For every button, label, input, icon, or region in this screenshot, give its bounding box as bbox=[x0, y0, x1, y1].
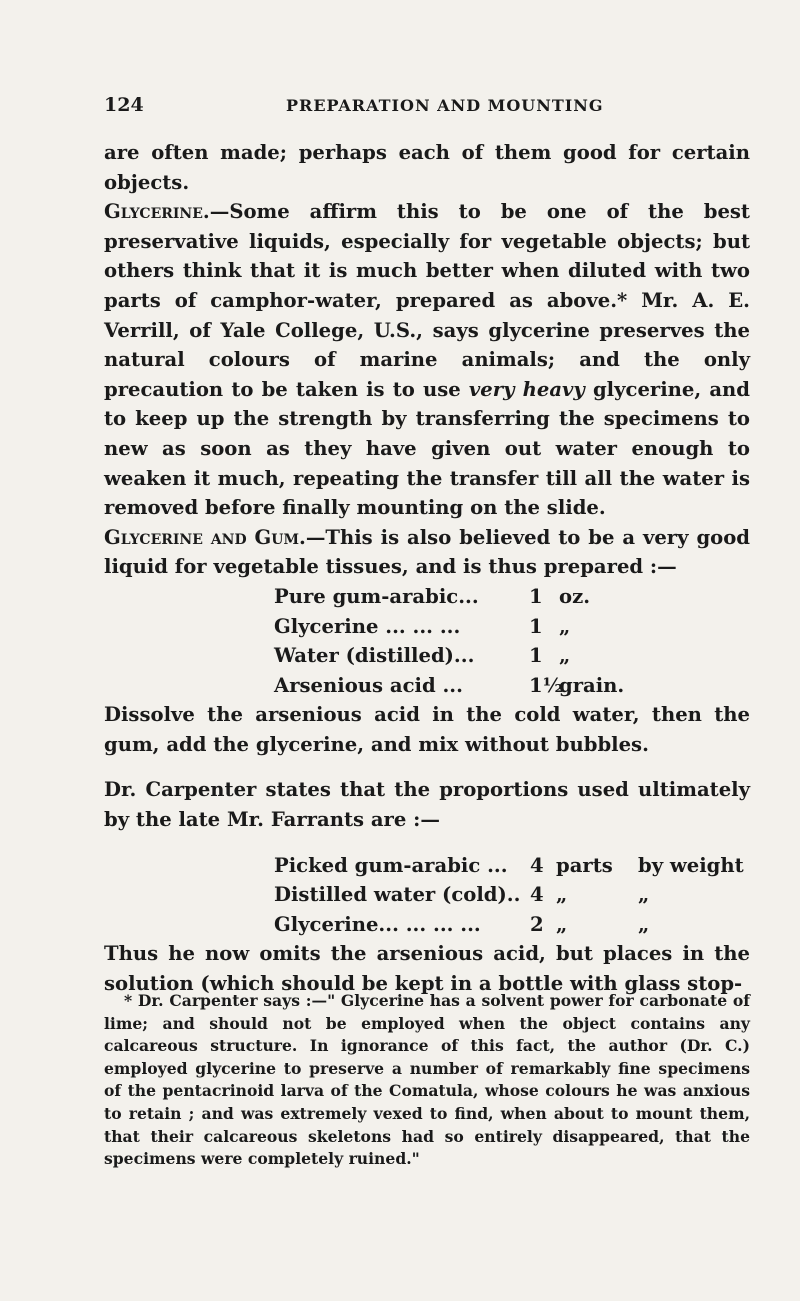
glycerine-text: —Some affirm this to be one of the best preservative liquids, especially for vegetable objects; but others think that it is much better when diluted with two parts of camphor-water, prepared as above.* Mr. A. E. Verrill, of Yale College, U.S., says glycerine preserves the natural colours of marine animals; and the only precaution to be taken is to use bbox=[104, 200, 750, 401]
spacer bbox=[104, 759, 750, 775]
measure: by weight bbox=[638, 853, 744, 877]
quantity: 1 bbox=[529, 584, 543, 608]
footnote-text: * Dr. Carpenter says :—" Glycerine has a solvent power for carbonate of lime; and should not be employed when the object contains any calcareous structure. In ignorance of this fact, the author (Dr. C.) employed glycerine to preserve a number of remarkably fine specimens of the pentacrinoid larva of the Comatula, whose colours he was anxious to retain ; and was extremely vexed to find, when about to mount them, that their calcareous skeletons had so entirely disappeared, that the specimens were completely ruined." bbox=[104, 991, 750, 1169]
quantity: 1 bbox=[529, 644, 543, 668]
ingredient: Glycerine ... ... ... bbox=[274, 614, 461, 638]
section-heading-glycerine: Glycerine. bbox=[104, 200, 210, 224]
ingredient: Arsenious acid ... bbox=[274, 673, 463, 697]
quantity: 2 bbox=[530, 912, 544, 936]
running-head bbox=[104, 94, 750, 116]
recipe-row bbox=[274, 641, 750, 671]
paragraph-carpenter: Dr. Carpenter states that the proportions used ultimately by the late Mr. Farrants are :— bbox=[104, 778, 750, 832]
recipe-table-2 bbox=[274, 851, 750, 940]
ingredient: Distilled water (cold).. bbox=[274, 883, 521, 907]
page-number: 124 bbox=[104, 94, 144, 116]
paragraph-thus: Thus he now omits the arsenious acid, but places in the solution (which should be kept in a bottle with glass stop- bbox=[104, 942, 750, 996]
unit: grain. bbox=[559, 673, 625, 697]
unit: „ bbox=[556, 883, 568, 907]
unit: oz. bbox=[559, 584, 591, 608]
ingredient: Picked gum-arabic ... bbox=[274, 853, 508, 877]
paragraph-dissolve: Dissolve the arsenious acid in the cold water, then the gum, add the glycerine, and mix without bubbles. bbox=[104, 703, 750, 756]
quantity: 4 bbox=[530, 883, 544, 907]
running-title: PREPARATION AND MOUNTING bbox=[286, 96, 604, 115]
unit: „ bbox=[559, 644, 571, 668]
spacer bbox=[104, 835, 750, 851]
section-heading-glycerine-gum: Glycerine and Gum. bbox=[104, 525, 306, 549]
quantity: 1 bbox=[529, 614, 543, 638]
paragraph-glycerine-gum bbox=[104, 523, 750, 582]
emphasis-text: very heavy bbox=[468, 377, 585, 401]
recipe-row bbox=[274, 582, 750, 612]
glycerine-text-2: glycerine, and to keep up the strength by transferring the specimens to new as soon as they have given out water enough to weaken it much, repeating the transfer till all the water is removed before finally mounting on the slide. bbox=[104, 377, 751, 520]
paragraph-intro: are often made; perhaps each of them good for certain objects. bbox=[104, 141, 750, 194]
unit: „ bbox=[559, 614, 571, 638]
unit: „ bbox=[556, 912, 568, 936]
quantity: 4 bbox=[530, 853, 544, 877]
measure: „ bbox=[638, 912, 650, 936]
recipe-row bbox=[274, 612, 750, 642]
paragraph-glycerine bbox=[104, 197, 750, 523]
body-text bbox=[104, 138, 750, 999]
ingredient: Glycerine... ... ... ... bbox=[274, 912, 481, 936]
quantity: 1½ bbox=[529, 673, 564, 697]
glycerine-gum-text: —This is also believed to be a very good liquid for vegetable tissues, and is thus prepared :— bbox=[104, 525, 750, 579]
ingredient: Water (distilled)... bbox=[274, 644, 475, 668]
ingredient: Pure gum-arabic... bbox=[274, 584, 479, 608]
recipe-row bbox=[274, 851, 750, 881]
unit: parts bbox=[556, 853, 613, 877]
recipe-row bbox=[274, 910, 750, 940]
recipe-table-1 bbox=[274, 582, 750, 700]
footnote bbox=[104, 990, 750, 1171]
measure: „ bbox=[638, 883, 650, 907]
recipe-row bbox=[274, 880, 750, 910]
recipe-row bbox=[274, 671, 750, 701]
